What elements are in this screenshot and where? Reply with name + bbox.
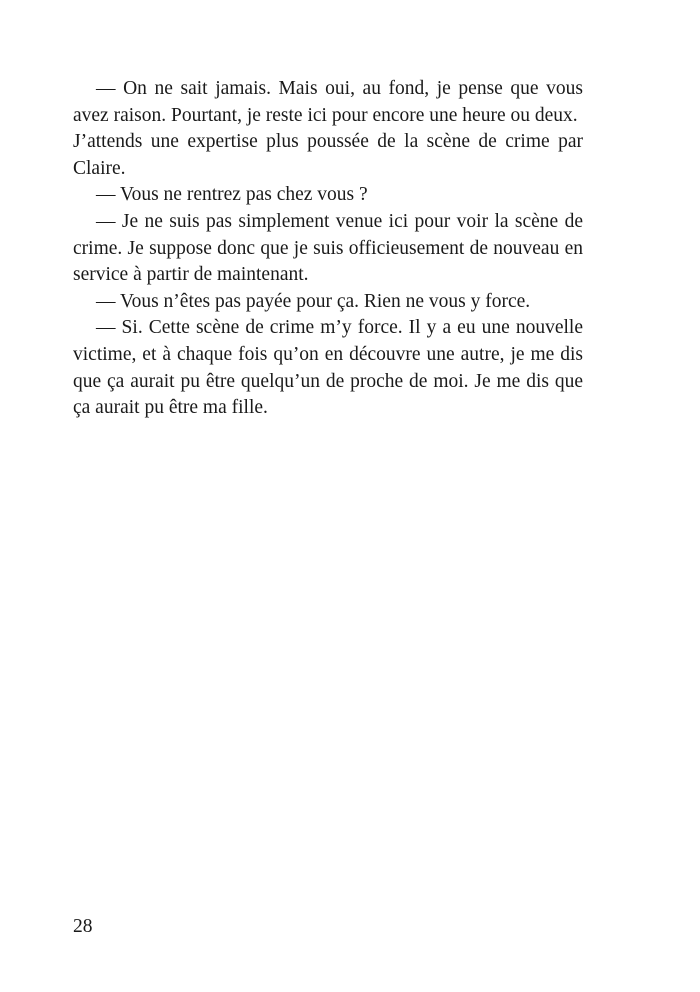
paragraph-6: — Si. Cette scène de crime m’y force. Il y a eu une nouvelle victime, et à chaque fois qu’on en découvre une autre, je me dis que ça aurait pu être quelqu’un de proche de moi. Je me dis que ça aurait pu être ma fille. [73,317,583,419]
paragraph-2: J’attends une expertise plus poussée de la scène de crime par Claire. [73,131,583,179]
paragraph-1: — On ne sait jamais. Mais oui, au fond, je pense que vous avez raison. Pourtant, je reste ici pour encore une heure ou deux. [73,78,583,126]
page-number: 28 [73,916,93,937]
paragraph-5: — Vous n’êtes pas payée pour ça. Rien ne vous y force. [96,290,531,312]
paragraph-3: — Vous ne rentrez pas chez vous ? [96,184,368,206]
paragraph-4: — Je ne suis pas simplement venue ici pour voir la scène de crime. Je suppose donc que je suis officieusement de nouveau en service à partir de maintenant. [73,210,583,286]
body-text [73,76,583,422]
